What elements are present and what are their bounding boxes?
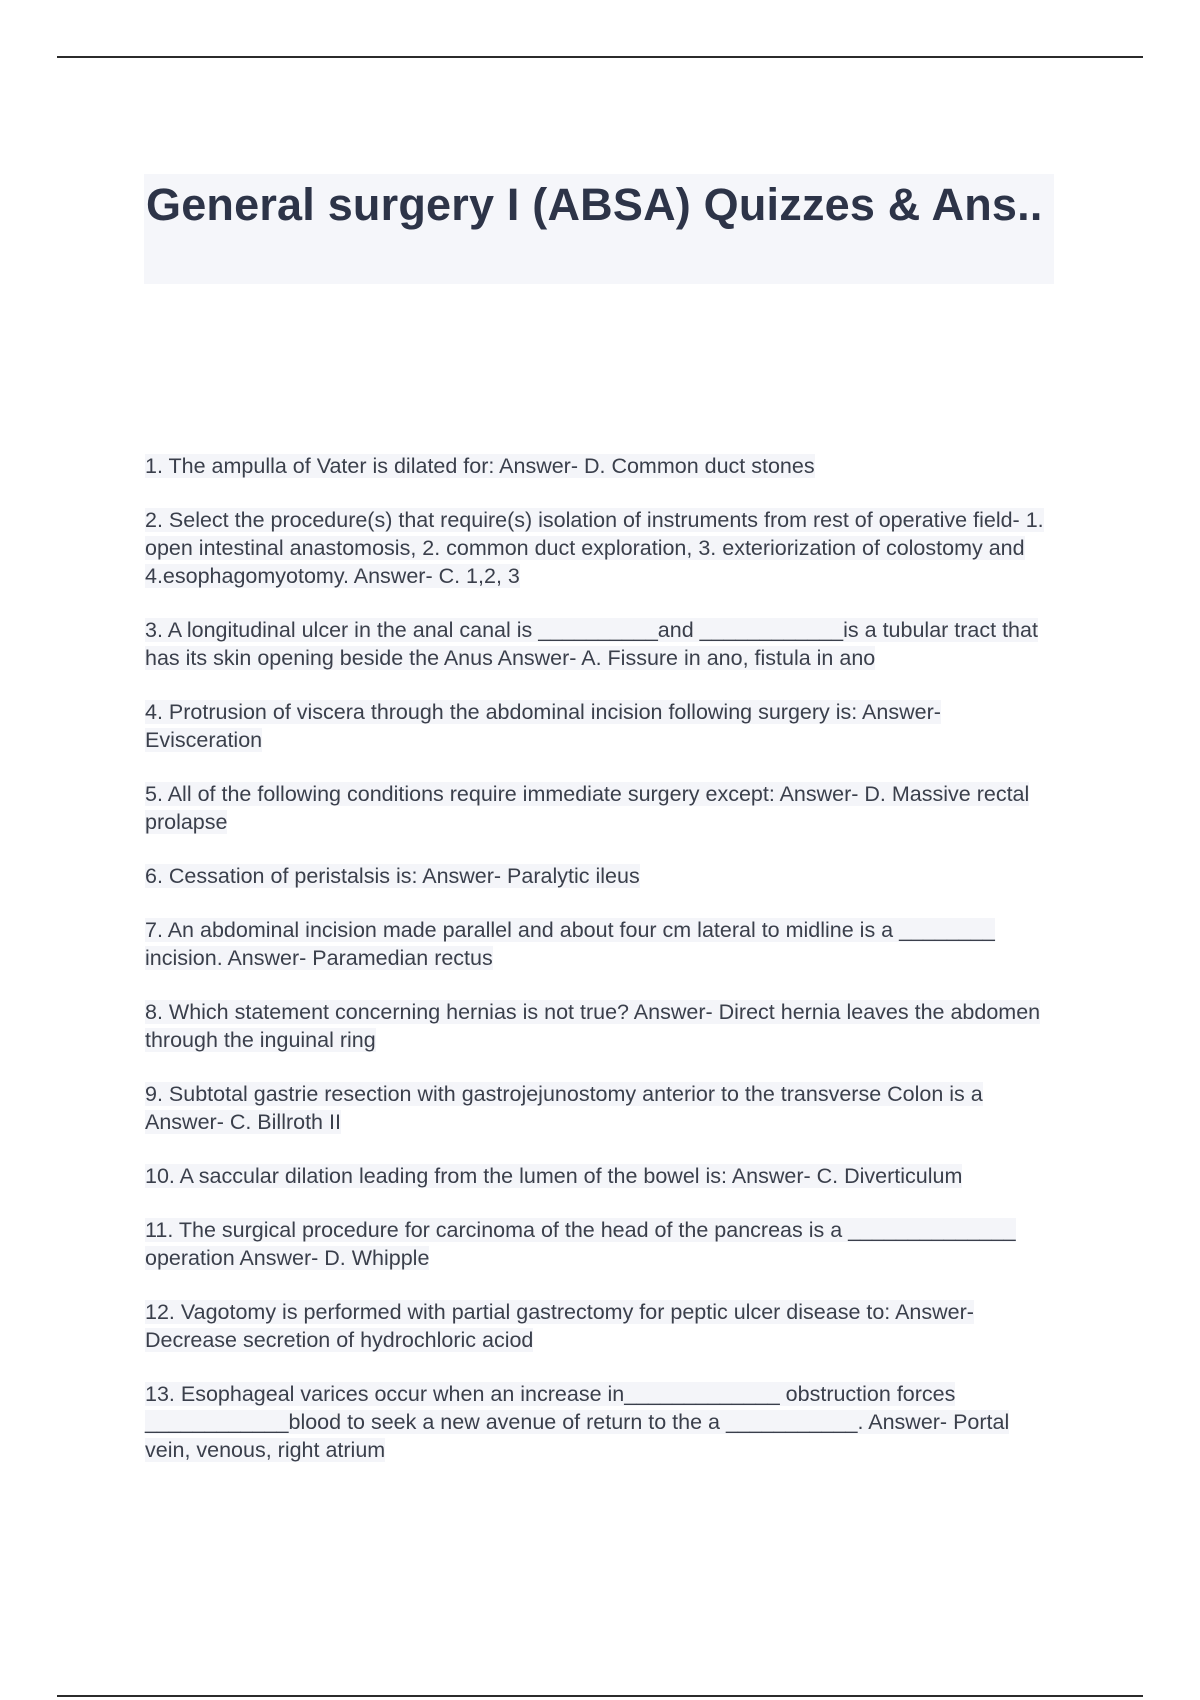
question-text: 4. Protrusion of viscera through the abdominal incision following surgery is: Answer- Evisceration [145,700,941,752]
question-item [145,616,1055,672]
question-text: 2. Select the procedure(s) that require(s) isolation of instruments from rest of operative field- 1. open intestinal anastomosis, 2. common duct exploration, 3. exteriorization of colostomy and 4.esophagomyotomy. Answer- C. 1,2, 3 [145,508,1044,588]
question-item [145,862,1055,890]
question-text: 11. The surgical procedure for carcinoma of the head of the pancreas is a ______________ operation Answer- D. Whipple [145,1218,1016,1270]
question-item [145,1162,1055,1190]
question-text: 10. A saccular dilation leading from the lumen of the bowel is: Answer- C. Diverticulum [145,1164,963,1188]
question-text: 9. Subtotal gastrie resection with gastrojejunostomy anterior to the transverse Colon is a Answer- C. Billroth II [145,1082,983,1134]
question-text: 8. Which statement concerning hernias is not true? Answer- Direct hernia leaves the abdomen through the inguinal ring [145,1000,1041,1052]
question-text: 1. The ampulla of Vater is dilated for: Answer- D. Common duct stones [145,454,815,478]
question-item [145,1216,1055,1272]
question-item [145,698,1055,754]
question-text: 6. Cessation of peristalsis is: Answer- Paralytic ileus [145,864,640,888]
question-text: 12. Vagotomy is performed with partial gastrectomy for peptic ulcer disease to: Answer- Decrease secretion of hydrochloric aciod [145,1300,974,1352]
question-text: 7. An abdominal incision made parallel and about four cm lateral to midline is a ________ incision. Answer- Paramedian rectus [145,918,995,970]
question-item [145,506,1055,590]
question-item [145,780,1055,836]
question-text: 5. All of the following conditions require immediate surgery except: Answer- D. Massive rectal prolapse [145,782,1030,834]
question-item [145,998,1055,1054]
question-item [145,1080,1055,1136]
title-block [144,174,1054,284]
question-item [145,452,1055,480]
question-text: 13. Esophageal varices occur when an increase in_____________ obstruction forces ____________blood to seek a new avenue of return to the a ___________. Answer- Portal vein, venous, right atrium [145,1382,1010,1462]
question-text: 3. A longitudinal ulcer in the anal canal is __________and ____________is a tubular tract that has its skin opening beside the Anus Answer- A. Fissure in ano, fistula in ano [145,618,1038,670]
document-title: General surgery I (ABSA) Quizzes & Ans.. [146,179,1043,230]
question-item [145,916,1055,972]
question-item [145,1380,1055,1464]
header-rule [57,56,1143,58]
question-list [145,452,1055,1490]
footer-rule [57,1695,1143,1697]
question-item [145,1298,1055,1354]
